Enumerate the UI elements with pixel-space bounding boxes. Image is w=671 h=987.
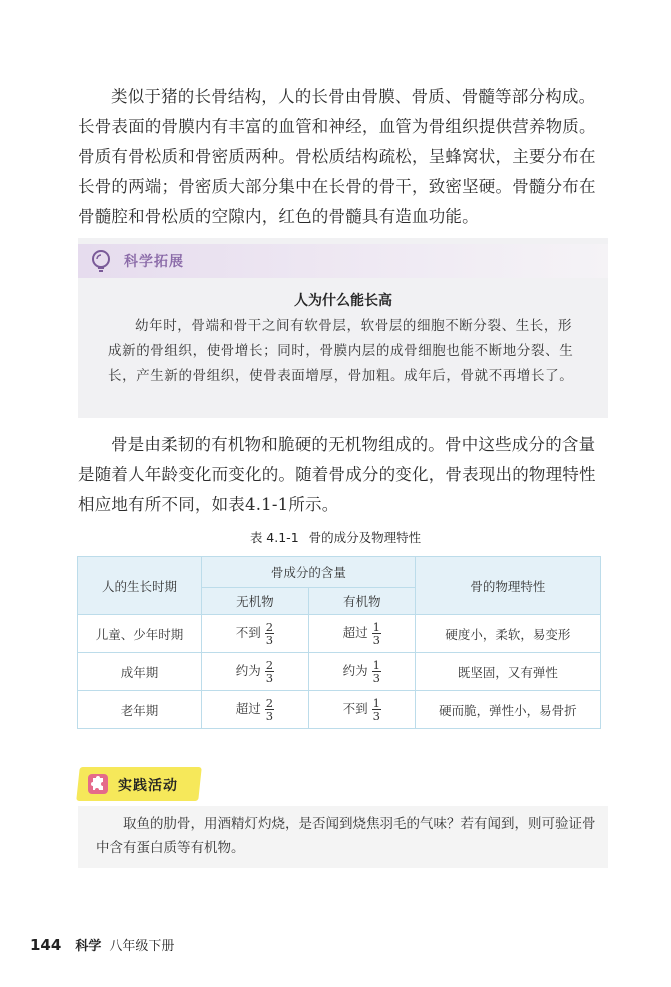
practice-activity-title: 实践活动	[118, 778, 178, 794]
header-period: 人的生长时期	[78, 557, 202, 615]
cell-inorganic: 不到 $\frac{2}{3}$	[201, 615, 308, 653]
table-row	[78, 615, 601, 653]
extension-text: 幼年时，骨端和骨干之间有软骨层，软骨层的细胞不断分裂、生长，形成新的骨组织，使骨增长；同时，骨膜内层的成骨细胞也能不断地分裂、生长，产生新的骨组织，使骨表面增厚，骨加粗。成年后，骨就不再增长了。	[108, 318, 574, 384]
header-inorganic: 无机物	[201, 588, 308, 615]
extension-heading: 人为什么能长高	[294, 293, 392, 309]
practice-activity-text: 取鱼的肋骨，用酒精灯灼烧，是否闻到烧焦羽毛的气味？若有闻到，则可验证骨中含有蛋白质等有机物。	[96, 816, 596, 856]
cell-inorganic: 约为 $\frac{2}{3}$	[201, 653, 308, 691]
cell-organic: 约为 $\frac{1}{3}$	[308, 653, 415, 691]
lightbulb-icon	[88, 248, 114, 274]
cell-organic: 不到 $\frac{1}{3}$	[308, 691, 415, 729]
practice-activity-box	[78, 806, 608, 868]
cell-property: 硬而脆，弹性小，易骨折	[415, 691, 600, 729]
cell-period: 老年期	[78, 691, 202, 729]
header-property: 骨的物理特性	[415, 557, 600, 615]
cell-property: 硬度小，柔软，易变形	[415, 615, 600, 653]
puzzle-icon	[86, 772, 110, 796]
practice-activity-label	[78, 767, 200, 801]
science-extension-header	[78, 244, 608, 278]
footer-subject: 科学	[75, 939, 102, 954]
fraction: $\frac{2}{3}$	[265, 696, 274, 723]
fraction: $\frac{1}{3}$	[372, 658, 380, 685]
cell-period: 成年期	[78, 653, 202, 691]
science-extension-label: 科学拓展	[124, 254, 184, 270]
header-organic: 有机物	[308, 588, 415, 615]
bone-composition-table	[77, 556, 601, 729]
cell-period: 儿童、少年时期	[78, 615, 202, 653]
table-row	[78, 691, 601, 729]
table-caption-number: 表 4.1-1	[249, 530, 299, 545]
page-number: 144	[30, 936, 62, 954]
header-content: 骨成分的含量	[201, 557, 415, 588]
table-caption	[0, 528, 671, 546]
fraction: $\frac{2}{3}$	[265, 658, 274, 685]
table-row	[78, 653, 601, 691]
body-paragraph-bone-structure: 类似于猪的长骨结构，人的长骨由骨膜、骨质、骨髓等部分构成。长骨表面的骨膜内有丰富的血管和神经，血管为骨组织提供营养物质。骨质有骨松质和骨密质两种。骨松质结构疏松，呈蜂窝状，主要分布在长骨的两端；骨密质大部分集中在长骨的骨干，致密坚硬。骨髓分布在骨髓腔和骨松质的空隙内，红色的骨髓具有造血功能。	[78, 87, 596, 226]
cell-property: 既坚固，又有弹性	[415, 653, 600, 691]
body-paragraph-bone-composition: 骨是由柔韧的有机物和脆硬的无机物组成的。骨中这些成分的含量是随着人年龄变化而变化的。随着骨成分的变化，骨表现出的物理特性相应地有所不同，如表4.1-1所示。	[78, 435, 596, 514]
fraction: $\frac{1}{3}$	[372, 620, 380, 647]
footer-grade: 八年级下册	[109, 939, 175, 954]
cell-organic: 超过 $\frac{1}{3}$	[308, 615, 415, 653]
fraction: $\frac{1}{3}$	[372, 696, 380, 723]
cell-inorganic: 超过 $\frac{2}{3}$	[201, 691, 308, 729]
table-caption-title: 骨的成分及物理特性	[308, 530, 422, 545]
science-extension-box	[78, 238, 608, 418]
page-footer	[30, 935, 174, 954]
fraction: $\frac{2}{3}$	[265, 620, 274, 647]
